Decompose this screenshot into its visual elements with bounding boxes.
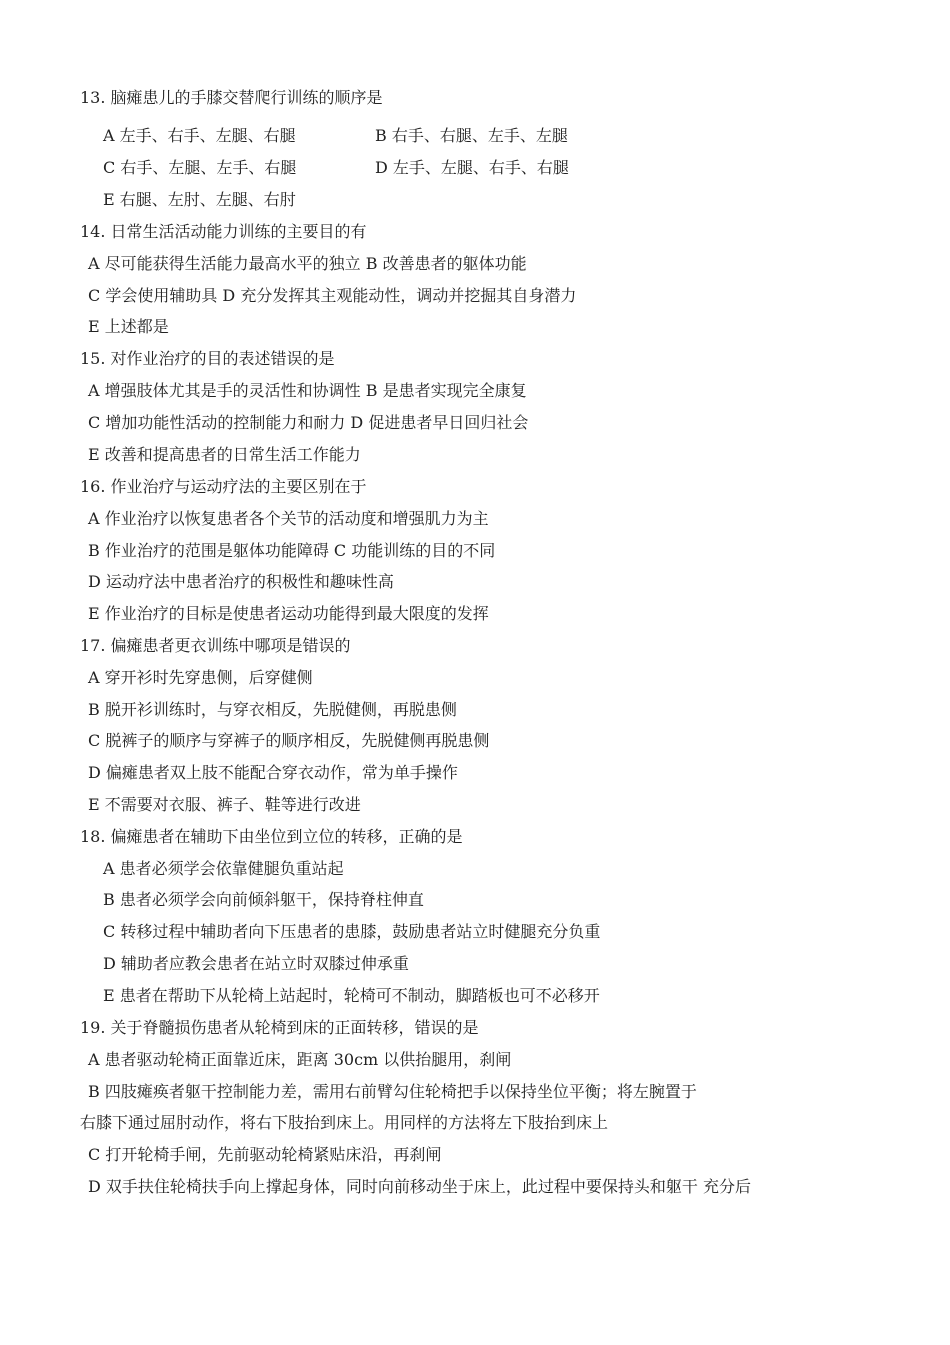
question-17-option-d: D 偏瘫患者双上肢不能配合穿衣动作，常为单手操作 xyxy=(88,763,458,782)
question-13-option-e: E 右腿、左肘、左腿、右肘 xyxy=(103,190,296,209)
question-19-option-d: D 双手扶住轮椅扶手向上撑起身体，同时向前移动坐于床上，此过程中要保持头和躯干 充分后 xyxy=(88,1177,752,1196)
question-17-stem: 17. 偏瘫患者更衣训练中哪项是错误的 xyxy=(80,636,351,655)
question-14-option-cd: C 学会使用辅助具 D 充分发挥其主观能动性，调动并挖掘其自身潜力 xyxy=(88,286,577,305)
question-19-option-b-continued: 右膝下通过屈肘动作，将右下肢抬到床上。用同样的方法将左下肢抬到床上 xyxy=(80,1113,609,1132)
question-17-option-b: B 脱开衫训练时，与穿衣相反，先脱健侧，再脱患侧 xyxy=(88,700,457,719)
question-14-option-ab: A 尽可能获得生活能力最高水平的独立 B 改善患者的躯体功能 xyxy=(88,254,527,273)
question-16-option-e: E 作业治疗的目标是使患者运动功能得到最大限度的发挥 xyxy=(88,604,489,623)
question-16-option-d: D 运动疗法中患者治疗的积极性和趣味性高 xyxy=(88,572,394,591)
question-18-option-e: E 患者在帮助下从轮椅上站起时，轮椅可不制动，脚踏板也可不必移开 xyxy=(103,986,600,1005)
question-13-option-a: A 左手、右手、左腿、右腿 xyxy=(103,126,296,145)
question-15-option-cd: C 增加功能性活动的控制能力和耐力 D 促进患者早日回归社会 xyxy=(88,413,529,432)
question-14-stem: 14. 日常生活活动能力训练的主要目的有 xyxy=(80,222,367,241)
question-19-option-c: C 打开轮椅手闸，先前驱动轮椅紧贴床沿，再刹闸 xyxy=(88,1145,442,1164)
question-18-option-d: D 辅助者应教会患者在站立时双膝过伸承重 xyxy=(103,954,409,973)
question-18-stem: 18. 偏瘫患者在辅助下由坐位到立位的转移，正确的是 xyxy=(80,827,463,846)
question-13-stem: 13. 脑瘫患儿的手膝交替爬行训练的顺序是 xyxy=(80,88,383,107)
question-14-option-e: E 上述都是 xyxy=(88,317,169,336)
question-13-option-b: B 右手、右腿、左手、左腿 xyxy=(375,126,568,145)
question-17-option-e: E 不需要对衣服、裤子、鞋等进行改进 xyxy=(88,795,361,814)
question-19-stem: 19. 关于脊髓损伤患者从轮椅到床的正面转移，错误的是 xyxy=(80,1018,479,1037)
question-19-option-a: A 患者驱动轮椅正面靠近床，距离 30cm 以供抬腿用，刹闸 xyxy=(88,1050,512,1069)
question-15-option-e: E 改善和提高患者的日常生活工作能力 xyxy=(88,445,361,464)
question-18-option-b: B 患者必须学会向前倾斜躯干，保持脊柱伸直 xyxy=(103,890,424,909)
question-15-stem: 15. 对作业治疗的目的表述错误的是 xyxy=(80,349,335,368)
question-13-option-c: C 右手、左腿、左手、右腿 xyxy=(103,158,297,177)
question-18-option-c: C 转移过程中辅助者向下压患者的患膝，鼓励患者站立时健腿充分负重 xyxy=(103,922,601,941)
question-15-option-ab: A 增强肢体尤其是手的灵活性和协调性 B 是患者实现完全康复 xyxy=(88,381,527,400)
question-13-option-d: D 左手、左腿、右手、右腿 xyxy=(375,158,569,177)
question-18-option-a: A 患者必须学会依靠健腿负重站起 xyxy=(103,859,344,878)
question-16-option-a: A 作业治疗以恢复患者各个关节的活动度和增强肌力为主 xyxy=(88,509,489,528)
question-17-option-c: C 脱裤子的顺序与穿裤子的顺序相反，先脱健侧再脱患侧 xyxy=(88,731,490,750)
question-17-option-a: A 穿开衫时先穿患侧，后穿健侧 xyxy=(88,668,313,687)
question-16-stem: 16. 作业治疗与运动疗法的主要区别在于 xyxy=(80,477,367,496)
question-16-option-bc: B 作业治疗的范围是躯体功能障碍 C 功能训练的目的不同 xyxy=(88,541,496,560)
question-19-option-b: B 四肢瘫痪者躯干控制能力差，需用右前臂勾住轮椅把手以保持坐位平衡；将左腕置于 xyxy=(88,1082,697,1101)
